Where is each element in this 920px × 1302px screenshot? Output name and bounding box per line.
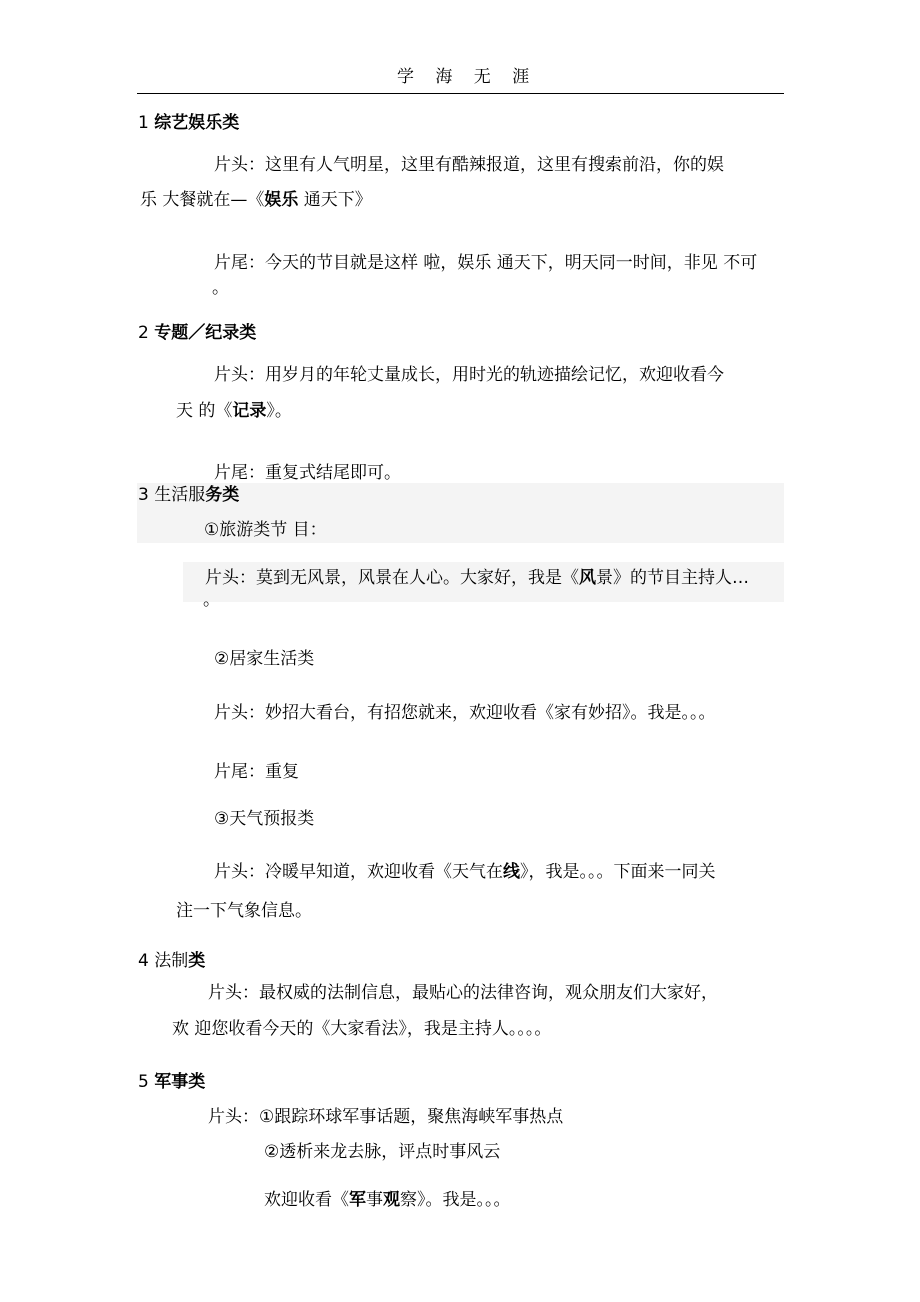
opening-line <box>208 985 718 1002</box>
opening-line <box>214 367 724 384</box>
text: ①跟踪环球军事话题，聚焦海峡军事热点 <box>259 1107 564 1127</box>
section-number: 1 <box>138 113 155 133</box>
label: 片尾： <box>214 253 265 273</box>
program-name: 风 <box>579 568 596 588</box>
subsection-weather: ③天气预报类 <box>214 809 315 829</box>
opening-line <box>208 1109 563 1126</box>
program-name: 观 <box>383 1190 400 1210</box>
label: 片头： <box>214 365 265 385</box>
opening-line-2: ②透析来龙去脉，评点时事风云 <box>264 1142 501 1162</box>
opening-line-cont: 注一下气象信息。 <box>176 901 312 921</box>
opening-line <box>214 705 716 722</box>
text: 莫到无风景，风景在人心。大家好，我是《 <box>256 568 579 588</box>
text: 景》的节目主持人… <box>596 568 749 588</box>
closing-line <box>214 764 299 781</box>
section-title: 法制 <box>154 951 189 971</box>
text: 欢迎收看《 <box>264 1190 349 1210</box>
subsection-home: ②居家生活类 <box>214 649 315 669</box>
label: 片头： <box>205 568 256 588</box>
section-number: 3 <box>138 485 155 505</box>
header-divider <box>137 93 784 94</box>
closing-line-cont: 。 <box>212 278 229 298</box>
section-number: 4 <box>138 951 155 971</box>
section-title: 专题／纪录类 <box>154 323 257 343</box>
opening-line <box>205 570 749 587</box>
section-heading <box>138 115 239 132</box>
section-heading <box>138 953 205 970</box>
label: 片尾： <box>214 762 265 782</box>
opening-line-cont: 欢 迎您收看今天的《大家看法》，我是主持人。。。。 <box>172 1019 552 1039</box>
section-title: 综艺娱乐类 <box>154 113 240 133</box>
opening-line-cont <box>140 192 372 209</box>
text: 》，我是。。。下面来一同关 <box>520 862 716 882</box>
section-number: 5 <box>138 1072 155 1092</box>
opening-line-cont <box>176 403 292 420</box>
program-name: 线 <box>503 862 520 882</box>
closing-line <box>214 465 401 482</box>
text: 今天的节目就是这样 啦，娱乐 通天下，明天同一时间，非见 不可 <box>265 253 758 273</box>
header-title: 学 海 无 涯 <box>397 67 538 87</box>
section-title-bold: 务类 <box>205 485 240 505</box>
program-name: 记录 <box>232 401 267 421</box>
label: 片头： <box>208 983 259 1003</box>
text: 重复 <box>265 762 299 782</box>
text: 通天下》 <box>298 190 372 210</box>
text: 天 的《 <box>176 401 233 421</box>
text: 用岁月的年轮丈量成长，用时光的轨迹描绘记忆，欢迎收看今 <box>265 365 724 385</box>
label: 片尾： <box>214 463 265 483</box>
text: 妙招大看台，有招您就来，欢迎收看《家有妙招》。我是。。。 <box>265 703 716 723</box>
text: 重复式结尾即可。 <box>265 463 401 483</box>
program-name: 军 <box>349 1190 366 1210</box>
text: 最权威的法制信息，最贴心的法律咨询，观众朋友们大家好， <box>259 983 718 1003</box>
section-heading <box>138 1074 205 1091</box>
section-number: 2 <box>138 323 155 343</box>
text: 冷暖早知道，欢迎收看《天气在 <box>265 862 503 882</box>
subsection-travel: ①旅游类节 目： <box>204 520 327 540</box>
section-title: 生活服 <box>154 485 206 505</box>
label: 片头： <box>214 862 265 882</box>
text: 这里有人气明星，这里有酷辣报道，这里有搜索前沿，你的娱 <box>265 155 724 175</box>
program-name: 事 <box>366 1190 383 1210</box>
label: 片头： <box>208 1107 259 1127</box>
label: 片头： <box>214 155 265 175</box>
section-heading <box>138 325 256 342</box>
program-name: 娱乐 <box>264 190 299 210</box>
section-title-bold: 类 <box>188 951 206 971</box>
section-title: 军事类 <box>154 1072 206 1092</box>
closing-line <box>214 255 757 272</box>
section-heading <box>138 487 239 504</box>
opening-line-cont: 。 <box>203 590 220 610</box>
text: 察》。我是。。。 <box>400 1190 511 1210</box>
opening-line <box>214 864 716 881</box>
text: 乐 大餐就在—《 <box>140 190 265 210</box>
opening-line <box>214 157 724 174</box>
opening-line-3 <box>264 1192 511 1209</box>
text: 》。 <box>266 401 292 421</box>
label: 片头： <box>214 703 265 723</box>
